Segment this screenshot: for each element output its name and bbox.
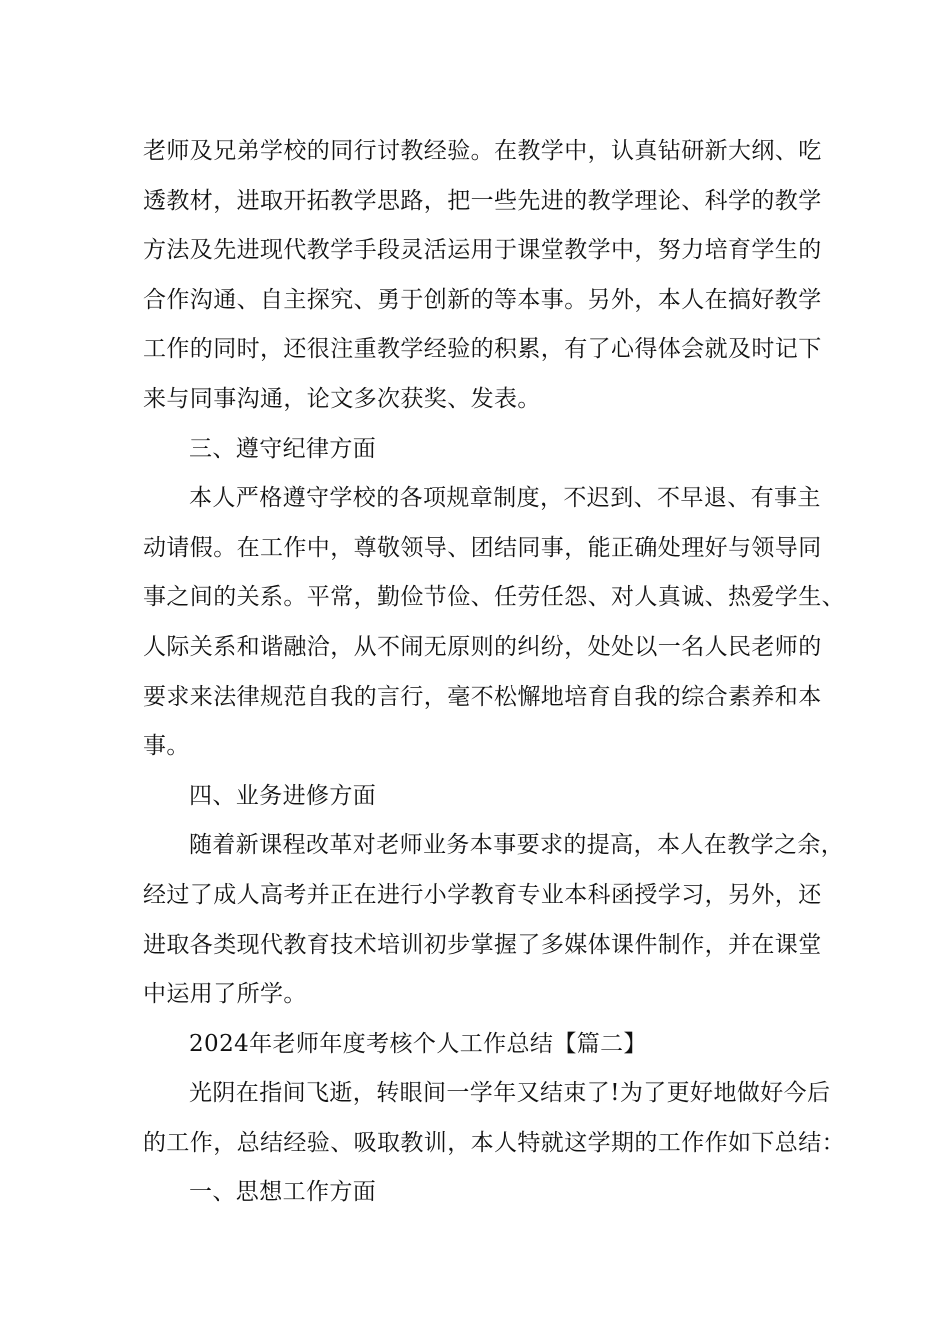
body-line: 合作沟通、自主探究、勇于创新的等本事。另外，本人在搞好教学	[143, 286, 822, 313]
paragraph-first-line: 本人严格遵守学校的各项规章制度，不迟到、不早退、有事主	[189, 485, 821, 512]
section-heading: 三、遵守纪律方面	[189, 435, 377, 462]
section-heading: 四、业务进修方面	[189, 782, 377, 809]
body-line: 要求来法律规范自我的言行，毫不松懈地培育自我的综合素养和本	[143, 683, 822, 710]
body-line: 来与同事沟通，论文多次获奖、发表。	[143, 385, 541, 412]
body-line: 人际关系和谐融洽，从不闹无原则的纠纷，处处以一名人民老师的	[143, 633, 822, 660]
body-line: 工作的同时，还很注重教学经验的积累，有了心得体会就及时记下	[143, 336, 822, 363]
section-heading: 一、思想工作方面	[189, 1179, 377, 1206]
body-line: 方法及先进现代教学手段灵活运用于课堂教学中，努力培育学生的	[143, 237, 822, 264]
body-line: 老师及兄弟学校的同行讨教经验。在教学中，认真钻研新大纲、吃	[143, 138, 822, 164]
body-line: 中运用了所学。	[143, 981, 307, 1008]
paragraph-first-line: 随着新课程改革对老师业务本事要求的提高，本人在教学之余，	[189, 832, 845, 859]
body-line: 动请假。在工作中，尊敬领导、团结同事，能正确处理好与领导同	[143, 534, 822, 561]
body-line: 经过了成人高考并正在进行小学教育专业本科函授学习，另外，还	[143, 881, 822, 908]
paragraph-first-line: 光阴在指间飞逝，转眼间一学年又结束了!为了更好地做好今后	[189, 1080, 831, 1107]
body-line: 的工作，总结经验、吸取教训，本人特就这学期的工作作如下总结：	[143, 1129, 845, 1156]
body-line: 事之间的关系。平常，勤俭节俭、任劳任怨、对人真诚、热爱学生、	[143, 584, 845, 611]
article-title: 2024年老师年度考核个人工作总结【篇二】	[189, 1030, 647, 1057]
body-line: 透教材，进取开拓教学思路，把一些先进的教学理论、科学的教学	[143, 187, 822, 214]
body-line: 进取各类现代教育技术培训初步掌握了多媒体课件制作，并在课堂	[143, 931, 822, 958]
body-line: 事。	[143, 733, 190, 760]
